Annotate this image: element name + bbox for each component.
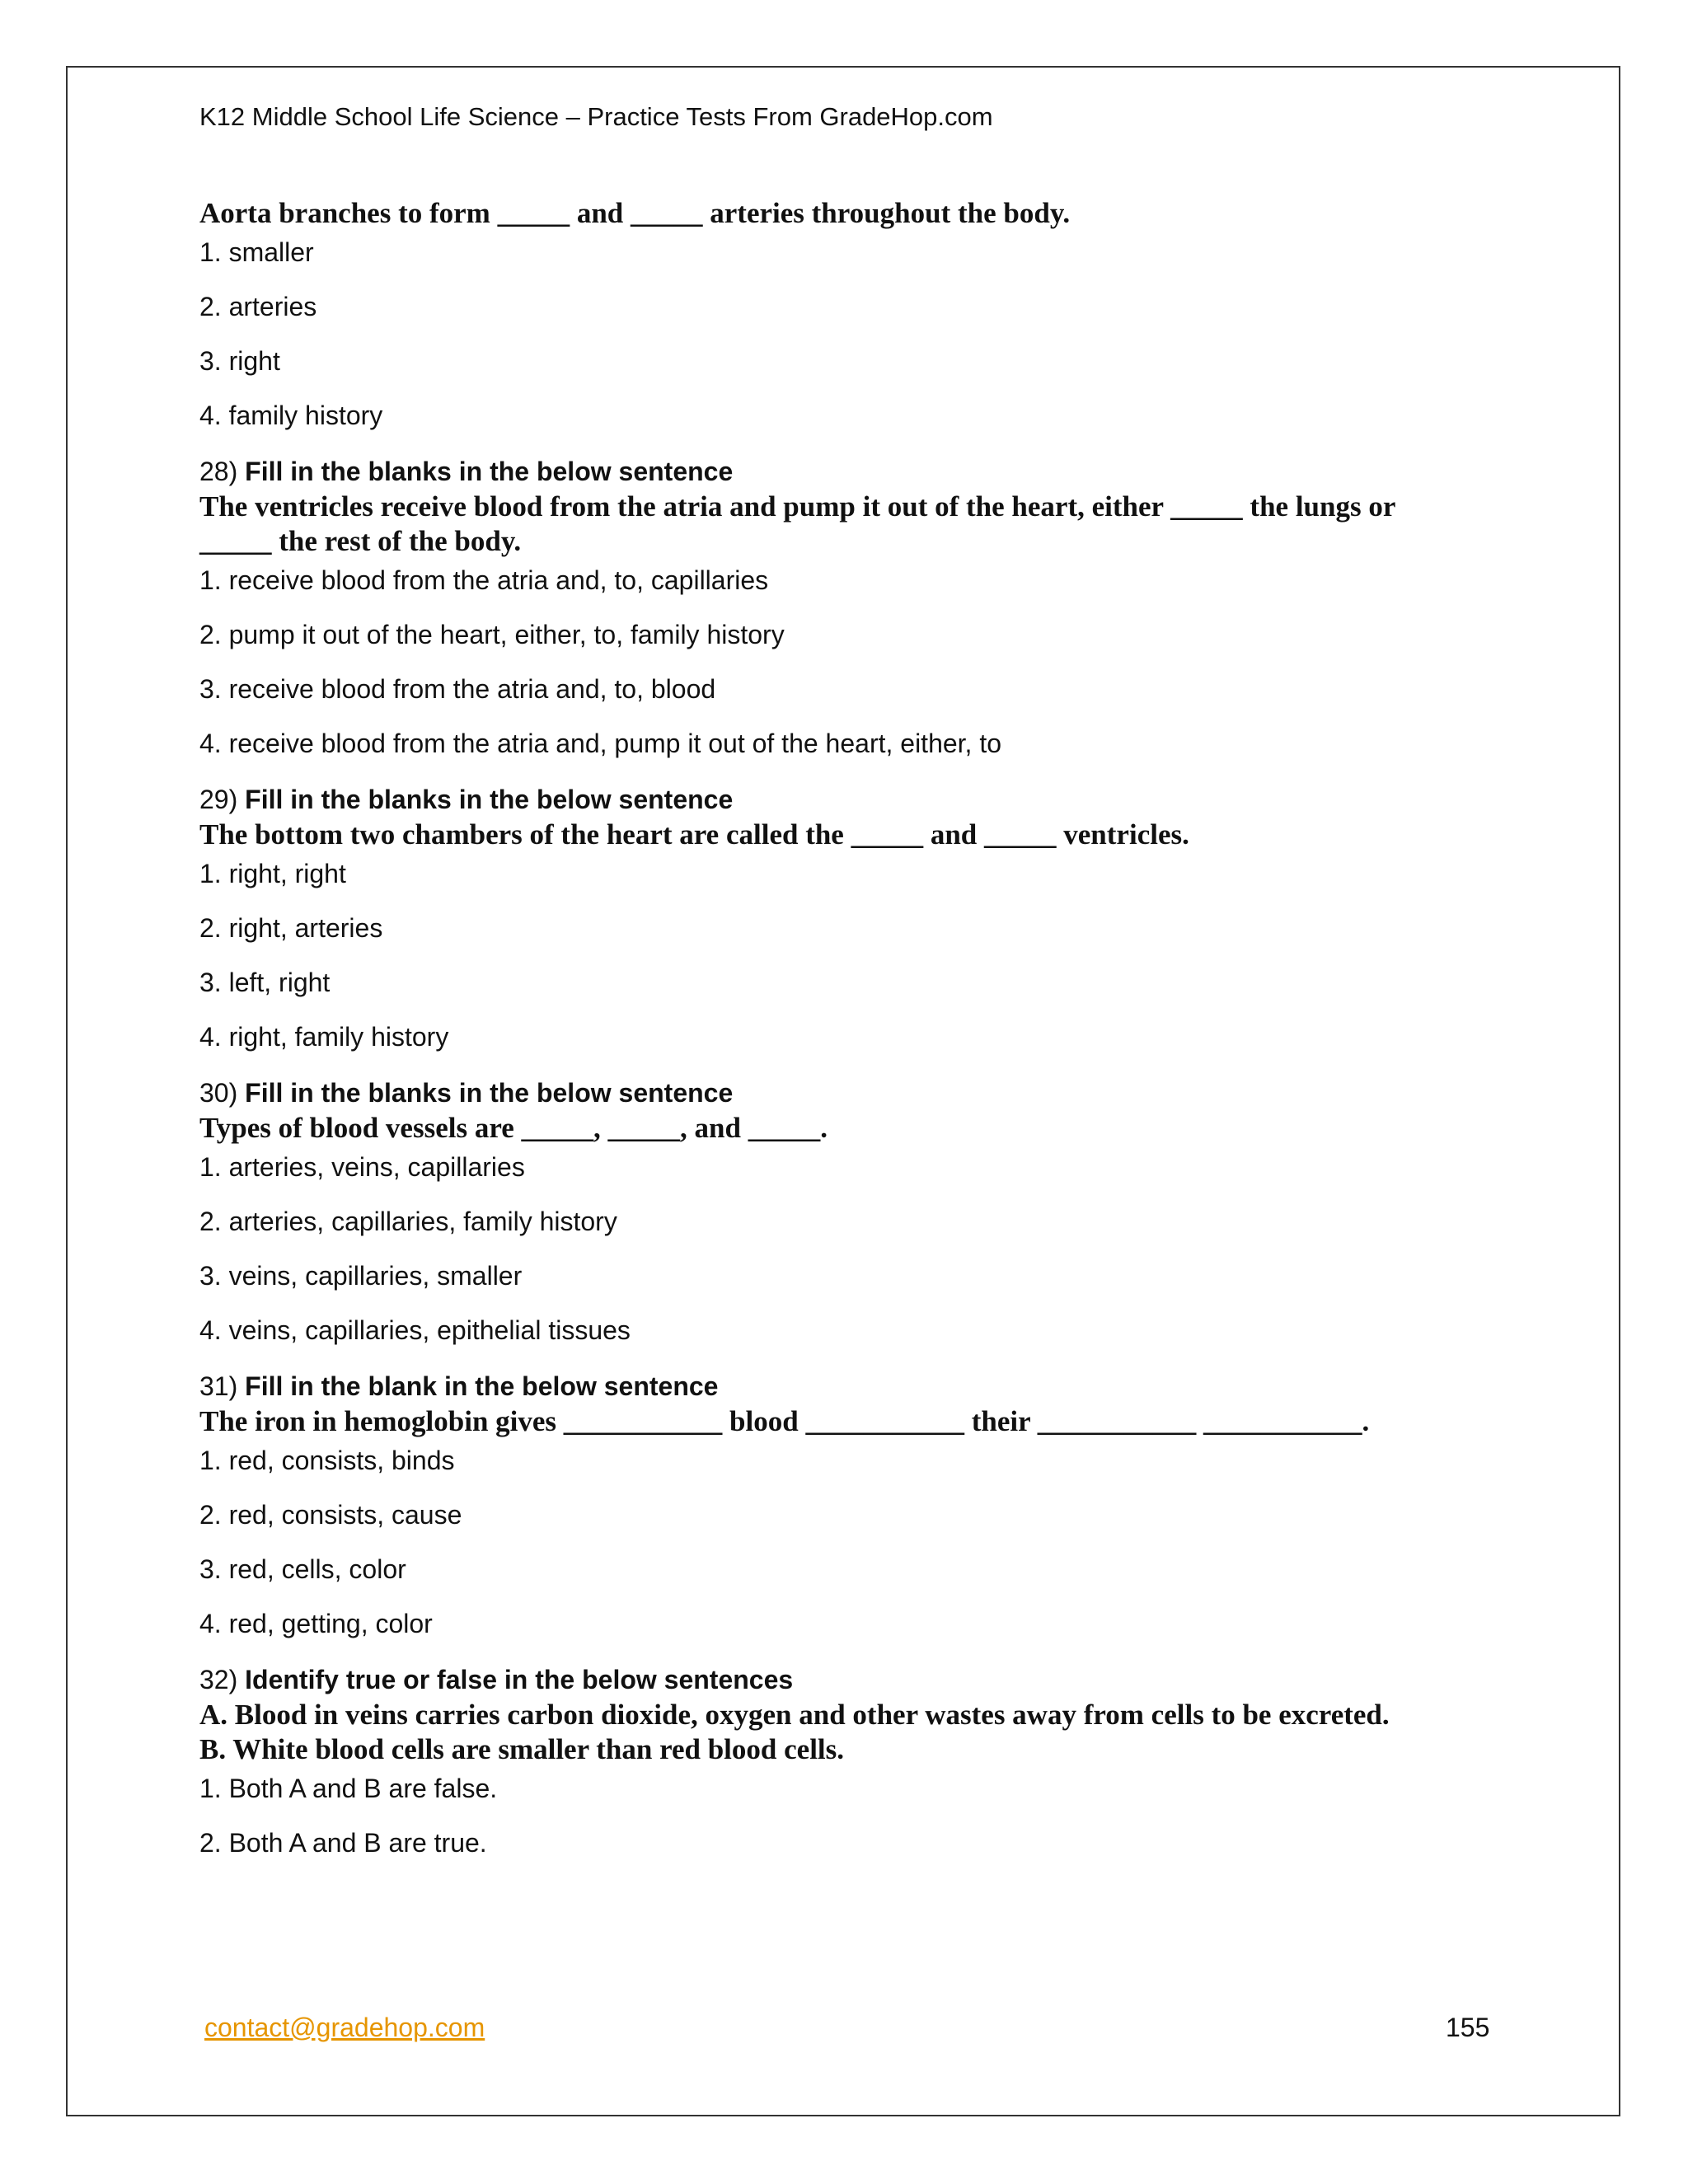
question-heading [199, 1368, 1485, 1404]
question-number: 30) [199, 1078, 238, 1108]
answer-option: 1. right, right [199, 859, 346, 888]
answer-option: 2. red, consists, cause [199, 1500, 462, 1530]
answer-option: 2. pump it out of the heart, either, to, family history [199, 620, 785, 649]
question-heading [199, 1075, 1485, 1111]
answer-option: 2. arteries, capillaries, family history [199, 1207, 617, 1236]
question-stem-line: The ventricles receive blood from the atria and pump it out of the heart, either _____ the lungs or [199, 490, 1396, 523]
answer-option: 1. arteries, veins, capillaries [199, 1152, 525, 1182]
answer-option: 3. red, cells, color [199, 1554, 406, 1584]
answer-option: 1. receive blood from the atria and, to, capillaries [199, 565, 769, 595]
question-number: 32) [199, 1665, 238, 1694]
question-instruction: Identify true or false in the below sentences [245, 1665, 794, 1694]
page-header: K12 Middle School Life Science – Practice Tests From GradeHop.com [199, 102, 993, 131]
answer-option: 2. arteries [199, 292, 317, 321]
question-number: 29) [199, 785, 238, 814]
question-instruction: Fill in the blank in the below sentence [245, 1371, 719, 1401]
question-30 [199, 1075, 1485, 1347]
question-29 [199, 781, 1485, 1053]
question-heading [199, 781, 1485, 818]
question-instruction: Fill in the blanks in the below sentence [245, 457, 734, 486]
question-heading [199, 1661, 1485, 1698]
question-stem [199, 490, 1485, 559]
answer-option: 1. Both A and B are false. [199, 1774, 498, 1803]
answer-option: 3. veins, capillaries, smaller [199, 1261, 523, 1291]
contact-email-link[interactable]: contact@gradehop.com [204, 2013, 485, 2042]
page-number: 155 [1446, 2013, 1490, 2042]
answer-option: 4. family history [199, 401, 383, 430]
question-stem: The bottom two chambers of the heart are called the _____ and _____ ventricles. [199, 818, 1189, 851]
answer-option: 2. Both A and B are true. [199, 1828, 487, 1858]
question-stem: Aorta branches to form _____ and _____ arteries throughout the body. [199, 197, 1071, 229]
question-stem [199, 1698, 1485, 1767]
answer-option: 2. right, arteries [199, 913, 383, 943]
answer-option: 4. veins, capillaries, epithelial tissues [199, 1315, 631, 1345]
question-stem: The iron in hemoglobin gives ___________ blood ___________ their ___________ ___________. [199, 1405, 1370, 1437]
question-32 [199, 1661, 1485, 1859]
question-stem: Types of blood vessels are _____, _____, and _____. [199, 1112, 828, 1144]
question-instruction: Fill in the blanks in the below sentence [245, 785, 734, 814]
question-instruction: Fill in the blanks in the below sentence [245, 1078, 734, 1108]
question-number: 31) [199, 1371, 238, 1401]
statement-b: B. White blood cells are smaller than red blood cells. [199, 1733, 845, 1765]
answer-option: 4. right, family history [199, 1022, 449, 1052]
question-31 [199, 1368, 1485, 1640]
question-stem-line: _____ the rest of the body. [199, 525, 522, 557]
page-content [199, 96, 1485, 1881]
answer-option: 4. red, getting, color [199, 1609, 433, 1638]
question-28 [199, 453, 1485, 760]
question-heading [199, 453, 1485, 490]
answer-option: 3. left, right [199, 968, 331, 997]
answer-option: 3. right [199, 346, 280, 376]
question-number: 28) [199, 457, 238, 486]
answer-option: 3. receive blood from the atria and, to, blood [199, 674, 716, 704]
answer-option: 4. receive blood from the atria and, pump it out of the heart, either, to [199, 729, 1002, 758]
answer-option: 1. red, consists, binds [199, 1446, 455, 1475]
question-27 [199, 196, 1485, 432]
statement-a: A. Blood in veins carries carbon dioxide, oxygen and other wastes away from cells to be excreted. [199, 1699, 1390, 1731]
answer-option: 1. smaller [199, 237, 314, 267]
